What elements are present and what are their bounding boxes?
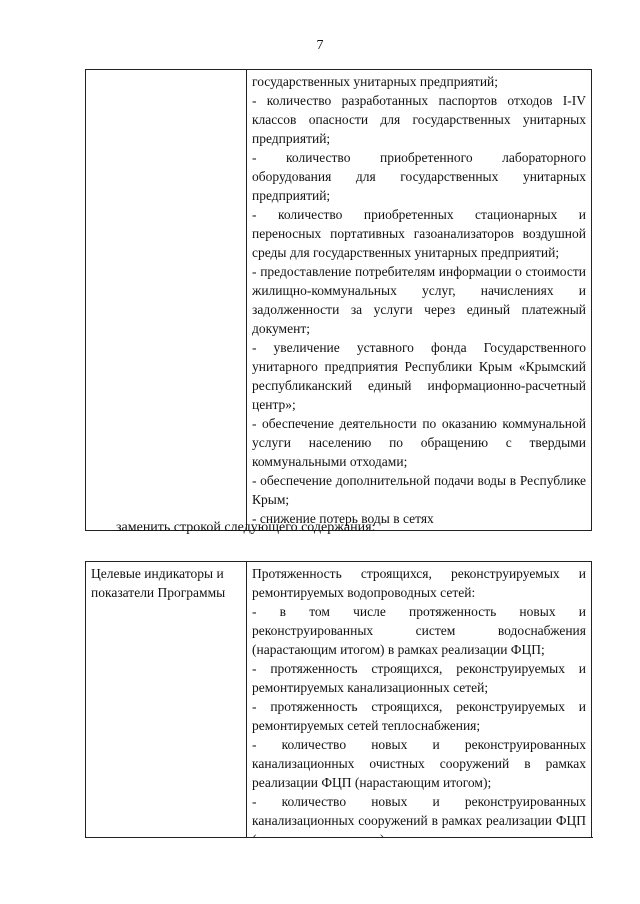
old-row-line: - обеспечение деятельности по оказанию коммунальной услуги населению по обращению с твердыми коммунальными отходами; (252, 416, 586, 469)
table-bottom-border (85, 837, 593, 838)
old-row-label-cell (86, 70, 247, 531)
replacement-instruction: заменить строкой следующего содержания: (116, 520, 376, 535)
old-row-line: - количество приобретенных стационарных и переносных портативных газоанализаторов воздушной среды для государственных унитарных предприятий; (252, 207, 586, 260)
new-row-line: - количество новых и реконструированных канализационных сооружений в рамках реализации ФЦП (252, 794, 586, 828)
program-table-new-row (85, 561, 592, 871)
new-row-line: - протяженность строящихся, реконструируемых и ремонтируемых канализационных сетей; (252, 661, 586, 695)
new-row-line: Протяженность строящихся, реконструируемых и ремонтируемых водопроводных сетей: (252, 566, 586, 600)
new-row-line: - в том числе протяженность новых и реконструированных систем водоснабжения (нарастающим итогом) в рамках реализации ФЦП; (252, 604, 586, 657)
new-row-line: - протяженность строящихся, реконструируемых и ремонтируемых сетей теплоснабжения; (252, 699, 586, 733)
old-row-line: - предоставление потребителям информации о стоимости жилищно-коммунальных услуг, начислениях и задолженности за услуги через единый платежный документ; (252, 264, 586, 336)
new-row-line: - количество новых и реконструированных канализационных очистных сооружений в рамках реализации ФЦП (нарастающим итогом); (252, 737, 586, 790)
old-row-content-cell (247, 70, 592, 531)
old-row-line: - количество разработанных паспортов отходов I-IV классов опасности для государственных унитарных предприятий; (252, 93, 586, 146)
new-row-label-cell: Целевые индикаторы и показатели Программы (86, 562, 247, 871)
old-row-line: - снижение потерь воды в сетях (252, 511, 434, 526)
old-row-line: - количество приобретенного лабораторного оборудования для государственных унитарных предприятий; (252, 150, 586, 203)
page-bottom-margin (0, 838, 640, 904)
old-row-line: - увеличение уставного фонда Государственного унитарного предприятия Республики Крым «Крымский республиканский единый информационно-расчетный центр»; (252, 340, 586, 412)
program-table-old-row (85, 69, 592, 531)
old-row-line: государственных унитарных предприятий; (252, 74, 499, 89)
old-row-line: - обеспечение дополнительной подачи воды в Республике Крым; (252, 473, 586, 507)
page-number: 7 (316, 38, 324, 53)
new-row-content-cell (247, 562, 592, 871)
